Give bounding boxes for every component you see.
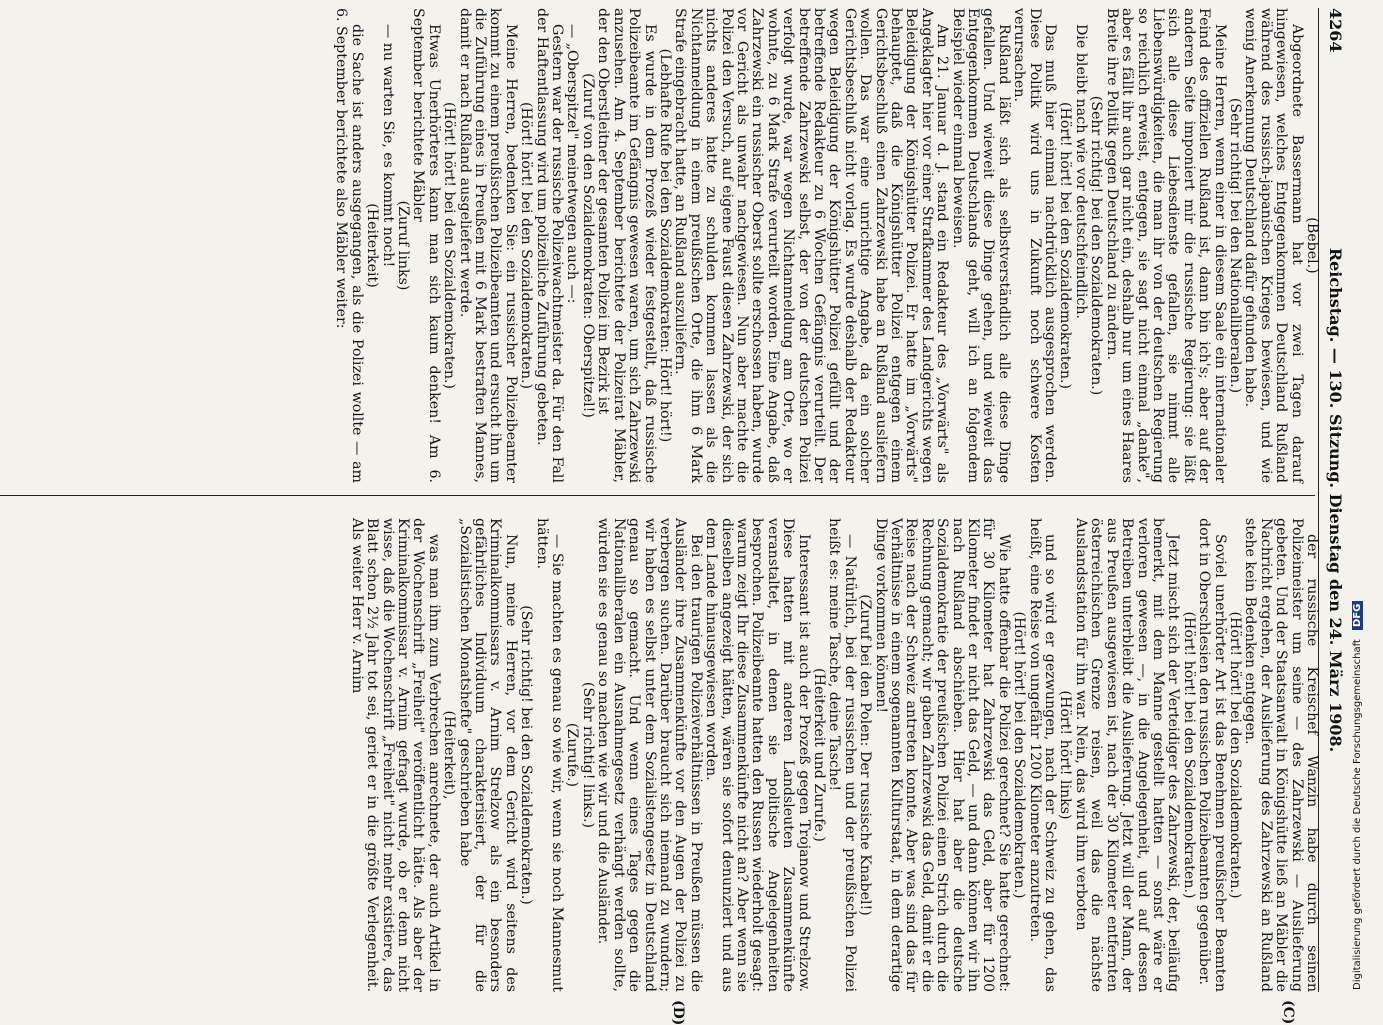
paragraph: — Sie machten es genau so wie wir, wenn sie noch Mannesmut hätten. <box>533 518 566 992</box>
dfg-logo: DFG <box>1352 601 1363 630</box>
interjection: (Hört! hört! bei den Sozialdemokraten.) <box>441 101 458 390</box>
interjection: (Hört! hört! bei den Sozialdemokraten.) <box>518 101 535 390</box>
paragraph: — nu warten Sie, es kommt noch! <box>379 24 396 268</box>
paragraph: Jetzt mischt sich der Verteidiger des Zahrzewski, der, beiläufig bemerkt, mit dem Manne gestellt hatten — sonst wäre er verloren gewesen —, in die Angelegenheit, und auf dessen Betreiben unterbleibt die Auslieferung. Jetzt will der Mann, der aus Preußen ausgewiesen ist, nach der 30 Kilometer entfernten österreichischen Grenze reisen, weil das die nächste Auslandsstation für ihn war. Nein, das wird ihm verboten <box>1072 518 1182 992</box>
paragraph: Das muß hier einmal nachdrücklich ausgesprochen werden. Diese Politik wird uns in Zukunft noch schwere Kosten verursachen. <box>1011 8 1059 483</box>
interjection: (Heiterkeit), <box>441 710 458 800</box>
paragraph: Gestern war der russische Polizeiwachtmeister da. Für den Fall der Haftentlassung wird um polizeiliche Zuführung gebeten. <box>533 8 566 483</box>
paragraph: Soviel unerhörter Art ist das Benehmen preußischer Beamten dort in Oberschlesien den russischen Polizeibeamten gegenüber. <box>1196 518 1228 992</box>
right-column <box>348 518 1319 992</box>
right-paragraphs <box>348 518 1319 992</box>
interjection: (Hört! hört! bei den Sozialdemokraten.) <box>1011 611 1028 899</box>
paragraph: der russische Kreischef Wanzin habe durch seinen Polizeimeister um seine — des Zahrzewski — Auslieferung gebeten. Und der Staatsanwalt in Königshütte ließ an Mäbler die Nachricht ergehen, der Auslieferung des Zahrzewski an Rußland stehe kein Bedenken entgegen. <box>1242 518 1320 992</box>
page-number: 4264 <box>1326 8 1345 53</box>
interjection: (Hört! hört! bei den Sozialdemokraten.) <box>1180 611 1197 899</box>
margin-mark-c: (C) <box>1280 1000 1296 1025</box>
paragraph: Interessant ist auch der Prozeß gegen Trojanow und Strelzow. Diese hatten mit anderen Landsleuten Zusammenkünfte veranstaltet, in denen sie politische Angelegenheiten besprochen. Polizeibeamte hatten den Russen wiederholt gesagt: warum zeigt Ihr diese Zusammenkünfte nicht an? Aber wenn sie dieselben angezeigt hätten, wären sie sofort denunziert und aus dem Lande hinausgewiesen worden. <box>703 518 812 992</box>
margin-mark-d: (D) <box>670 1000 686 1025</box>
paragraph: Meine Herren, bedenken Sie: ein russischer Polizeibeamter kommt zu einem preußischen Polizeibeamten und ersucht ihn um die Zuführung eines in Preußen mit 6 Mark bestraften Mannes, damit er nach Rußland ausgeliefert werde. <box>456 8 519 483</box>
paragraph: Rußland läßt sich als selbstverständlich alle diese Dinge gefallen. Und wieweit diese Dinge gehen, und wieweit das Entgegenkommen Deutschlands geht, will ich an folgendem Beispiel wieder einmal beweisen. <box>949 8 1012 483</box>
interjection: (Zuruf bei den Polen: Der russische Knabel!) <box>857 594 874 916</box>
paragraph: Die bleibt nach wie vor deutschfeindlich. <box>1072 24 1089 320</box>
paragraph: Etwas Unerhörteres kann man sich kaum denken! Am 6. September berichtete Mäbler <box>410 8 442 483</box>
paragraph: Es wurde in dem Prozeß wieder festgestellt, daß russische Polizeibeamte im Gefängnis gewesen waren, um sich Zahrzewski anzusehen. Am 4. September berichtete der Polizeirat Mäbler, der den Oberstleitner der gesamten Polizei im Bezirk ist <box>595 8 658 483</box>
paragraph: die Sache ist anders ausgegangen, als die Polizei wollte — am 6. September berichtete also Mäbler weiter: <box>333 8 365 483</box>
page-header <box>1321 8 1343 992</box>
paragraph: und so wird er gezwungen, nach der Schweiz zu gehen, das heißt, eine Reise von ungefähr 1200 Kilometer anzutreten. <box>1026 518 1059 992</box>
paragraph: was man ihm zum Verbrechen anrechnete, der auch Artikel in der Wochenschrift „Freiheit" veröffentlicht hätte. Als aber der Kriminalkommissar v. Arnim gefragt wurde, ob er denn nicht wisse, daß die Wochenschrift „Freiheit" nicht mehr existiere, das Blatt schon 2½ Jahr tot sei, geriet er in die größte Verlegenheit. Als weiter Herr v. Arnim <box>348 518 442 992</box>
interjection: (Heiterkeit) <box>364 203 381 288</box>
interjection: (Zurufe.) <box>564 722 581 788</box>
page-title: Reichstag. — 130. Sitzung. Dienstag den 24. März 1908. <box>1326 247 1345 753</box>
left-paragraphs <box>333 8 1304 483</box>
interjection: (Sehr richtig! bei den Nationalliberalen.) <box>1226 97 1243 394</box>
digitization-sidebar <box>1352 0 1380 1000</box>
interjection: (Lebhafte Rufe bei den Sozialdemokraten: Hört! hört!) <box>656 48 673 443</box>
paragraph: Nun, meine Herren, vor dem Gericht wird seitens des Kriminalkommissars v. Arnim Strelzow als ein besonders gefährliches Individuum charakterisiert, der für die „Sozialistischen Monatshefte" geschrieben habe <box>456 518 519 992</box>
interjection: (Zuruf links) <box>395 200 412 291</box>
paragraph: Bei den traurigen Polizeiverhältnissen in Preußen müssen die Ausländer ihre Zusammenkünfte vor den Augen der Polizei zu verbergen suchen. Darüber braucht sich niemand zu wundern; wir haben es selbst unter dem Sozialistengesetz in Deutschland genau so gemacht. Und wenn eines Tages gegen die Nationalliberalen ein Ausnahmegesetz verhängt werden sollte, würden sie es genau so machen wie wir und die Ausländer. <box>595 518 704 992</box>
interjection: (Hört! hört! bei den Sozialdemokraten.) <box>1057 101 1074 390</box>
paragraph: — Natürlich, bei der russischen und der preußischen Polizei heißt es: meine Tasche, deine Tasche! <box>826 518 858 992</box>
digitization-credit: Digitalisierung gefördert durch die Deutsche Forschungsgemeinschaft <box>1352 639 1363 990</box>
column-divider <box>0 495 1315 496</box>
paragraph: Meine Herren, wenn einer in diesem Saale ein internationaler Feind des offiziellen Rußland ist, dann bin ich's; aber auf der anderen Seite imponiert mir die russische Regierung: sie läßt sich alle diese Liebesdienste gefallen, sie nimmt alle Liebenswürdigkeiten, die man ihr von der deutschen Regierung so reichlich erweist, entgegen, sie sagt nicht einmal „danke", aber es fällt ihr auch gar nicht ein, deshalb nur um eines Haares Breite ihre Politik gegen Deutschland zu ändern. <box>1103 8 1228 483</box>
interjection: (Hört! hört! bei den Sozialdemokraten.) <box>1226 611 1243 899</box>
interjection: (Zuruf von den Sozialdemokraten: Oberspitzel!) <box>579 73 596 418</box>
interjection: (Sehr richtig! links.) <box>579 681 596 829</box>
paragraph: Am 21. Januar d. J. stand ein Redakteur des „Vorwärts" als Angeklagter hier vor einer Strafkammer des Landgerichts wegen Beleidigung der Königshütter Polizei. Er hatte im „Vorwärts" behauptet, daß die Königshütter Polizei entgegen einem Gerichtsbeschluß einen Zahrzewski habe an Rußland ausliefern wollen. Das war eine unrichtige Angabe, da ein solcher Gerichtsbeschluß nicht vorlag. Es wurde deshalb der Redakteur wegen Beleidigung der Königshütter Polizei gefüllt und der betreffende Redakteur zu 6 Wochen Gefängnis verurteilt. Der betreffende Zahrzewski selbst, der von der deutschen Polizei verfolgt wurde, war wegen Nichtanmeldung am Orte, wo er wohnte, zu 6 Mark Strafe verurteilt worden. Eine Angabe, daß Zahrzewski ein russischer Oberst sollte erschossen haben, wurde vor Gericht als unwahr nachgewiesen. Nun aber machte die Polizei den Versuch, auf eigene Faust diesen Zahrzewski, der sich nichts anderes hatte zu schulden kommen lassen als die Nichtanmeldung in einem preußischen Orte, die ihm 6 Mark Strafe eingebracht hatte, an Rußland auszuliefern. <box>672 8 951 483</box>
paragraph: Abgeordnete Bassermann hat vor zwei Tagen darauf hingewiesen, welches Entgegenkommen Deutschland Rußland während des russisch-japanischen Krieges bewiesen, und wie wenig Anerkennung Deutschland dafür gefunden habe. <box>1242 8 1305 483</box>
speaker-label: (Bebel.) <box>1304 217 1320 274</box>
interjection: (Hört! hört! links) <box>1057 690 1074 820</box>
interjection: (Sehr richtig! bei den Sozialdemokraten.) <box>1088 95 1105 396</box>
interjection: (Sehr richtig! bei den Sozialdemokraten.) <box>518 605 535 905</box>
paragraph: Wie hatte offenbar die Polizei gerechnet? Sie hatte gerechnet: für 30 Kilometer hat Zahrzewski das Geld, aber für 1200 Kilometer findet er nicht das Geld, — und dann können wir ihn nach Rußland abschieben. Hier hat aber die deutsche Sozialdemokratie der preußischen Polizei einen Strich durch die Rechnung gemacht; wir gaben Zahrzewski das Geld, damit er die Reise nach der Schweiz antreten konnte. Aber was sind das für Verhältnisse in einem sogenannten Kulturstaat, in dem derartige Dinge vorkommen können! <box>872 518 1012 992</box>
interjection: (Heiterkeit und Zurufe.) <box>811 668 827 842</box>
paragraph: — „Oberspitzel" meinetwegen auch —: <box>564 24 581 304</box>
left-column <box>333 8 1319 483</box>
